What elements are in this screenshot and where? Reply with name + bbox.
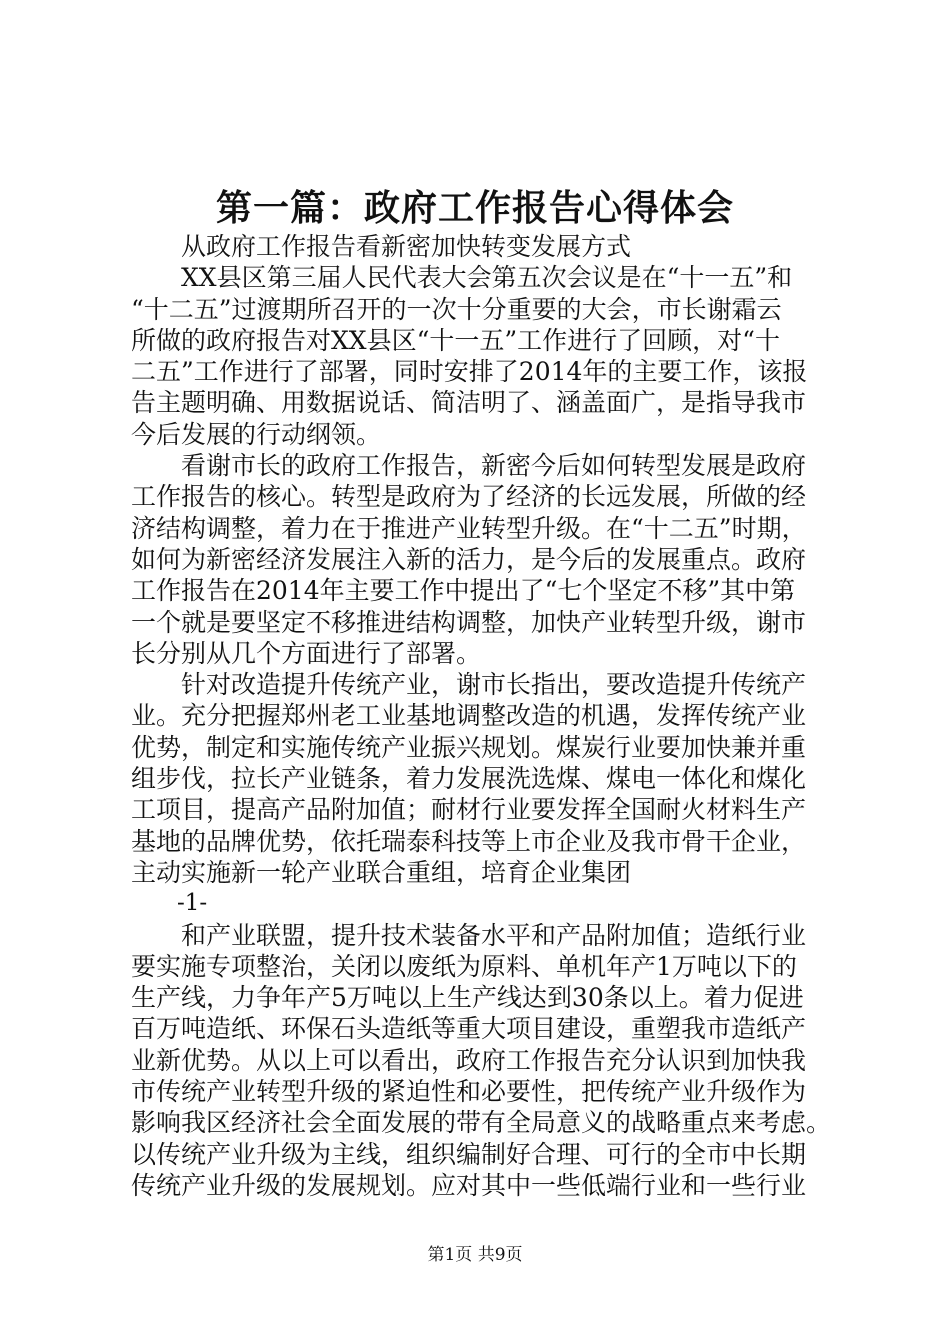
page-marker: -1- [177, 890, 208, 917]
text-line: 组步伐，拉长产业链条，着力发展洗选煤、煤电一体化和煤化 [131, 764, 807, 794]
text-line: 工项目，提高产品附加值；耐材行业要发挥全国耐火材料生产 [131, 795, 807, 825]
text-line: 市传统产业转型升级的紧迫性和必要性，把传统产业升级作为 [131, 1077, 807, 1107]
text-line: XX县区第三届人民代表大会第五次会议是在“十一五”和 [181, 263, 793, 293]
text-line: 要实施专项整治，关闭以废纸为原料、单机年产1万吨以下的 [131, 951, 797, 981]
text-line: 针对改造提升传统产业，谢市长指出，要改造提升传统产 [181, 670, 807, 700]
page-footer: 第1页 共9页 [427, 1245, 523, 1265]
text-line: 看谢市长的政府工作报告，新密今后如何转型发展是政府 [181, 451, 807, 481]
text-line: 如何为新密经济发展注入新的活力，是今后的发展重点。政府 [131, 544, 807, 574]
text-line: 济结构调整，着力在于推进产业转型升级。在“十二五”时期， [131, 513, 807, 543]
text-line: 生产线，力争年产5万吨以上生产线达到30条以上。着力促进 [131, 983, 804, 1013]
text-line: 以传统产业升级为主线，组织编制好合理、可行的全市中长期 [131, 1139, 807, 1169]
text-line: “十二五”过渡期所召开的一次十分重要的大会，市长谢霜云 [131, 294, 782, 324]
text-line: 二五”工作进行了部署，同时安排了2014年的主要工作，该报 [131, 357, 808, 387]
text-line: 和产业联盟，提升技术装备水平和产品附加值；造纸行业 [181, 920, 807, 950]
text-line: 一个就是要坚定不移推进结构调整，加快产业转型升级，谢市 [131, 607, 807, 637]
body-lines-before [131, 231, 843, 888]
text-line: 所做的政府报告对XX县区“十一五”工作进行了回顾，对“十 [131, 325, 780, 355]
text-line: 从政府工作报告看新密加快转变发展方式 [181, 232, 632, 261]
text-line: 今后发展的行动纲领。 [131, 419, 382, 449]
document-title: 第一篇：政府工作报告心得体会 [215, 188, 734, 229]
text-line: 工作报告在2014年主要工作中提出了“七个坚定不移”其中第 [131, 576, 796, 606]
text-line: 长分别从几个方面进行了部署。 [131, 638, 482, 668]
body-lines-after [131, 920, 843, 1202]
text-line: 业新优势。从以上可以看出，政府工作报告充分认识到加快我 [131, 1045, 807, 1075]
text-line: 优势，制定和实施传统产业振兴规划。煤炭行业要加快兼并重 [131, 732, 807, 762]
text-line: 业。充分把握郑州老工业基地调整改造的机遇，发挥传统产业 [131, 701, 807, 731]
text-line: 告主题明确、用数据说话、简洁明了、涵盖面广，是指导我市 [131, 388, 807, 418]
text-line: 传统产业升级的发展规划。应对其中一些低端行业和一些行业 [131, 1170, 807, 1200]
text-line: 主动实施新一轮产业联合重组，培育企业集团 [131, 857, 632, 887]
text-line: 基地的品牌优势，依托瑞泰科技等上市企业及我市骨干企业， [131, 826, 807, 856]
text-line: 工作报告的核心。转型是政府为了经济的长远发展，所做的经 [131, 482, 807, 512]
text-line: 影响我区经济社会全面发展的带有全局意义的战略重点来考虑。 [131, 1108, 832, 1138]
document-body [131, 231, 843, 1201]
text-line: 百万吨造纸、环保石头造纸等重大项目建设，重塑我市造纸产 [131, 1014, 807, 1044]
